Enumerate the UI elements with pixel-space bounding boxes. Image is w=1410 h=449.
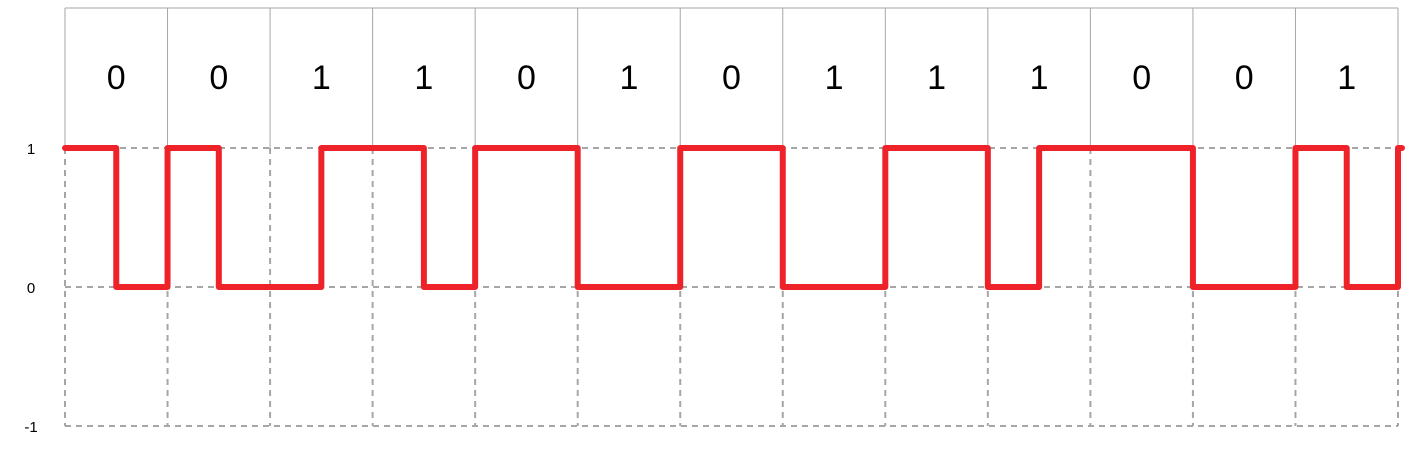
bit-label: 1 (1337, 58, 1357, 97)
y-tick-label: 1 (26, 141, 36, 158)
bit-label: 0 (1234, 58, 1254, 97)
bit-label: 1 (824, 58, 844, 97)
bit-label: 0 (516, 58, 536, 97)
signal-line (65, 148, 1402, 287)
bit-label: 1 (311, 58, 331, 97)
y-axis-labels (24, 141, 37, 436)
bit-label: 1 (619, 58, 639, 97)
y-tick-label: -1 (24, 419, 38, 436)
bit-label: 0 (722, 58, 741, 97)
bit-label: 1 (927, 58, 947, 97)
bit-label: 1 (1029, 58, 1049, 97)
bit-label: 0 (1132, 58, 1152, 97)
bit-label: 0 (209, 58, 229, 97)
y-tick-label: 0 (26, 280, 36, 297)
signal-waveform (65, 148, 1402, 287)
bit-label: 1 (414, 58, 434, 97)
bit-labels (107, 59, 1356, 97)
bit-label: 0 (106, 58, 126, 97)
